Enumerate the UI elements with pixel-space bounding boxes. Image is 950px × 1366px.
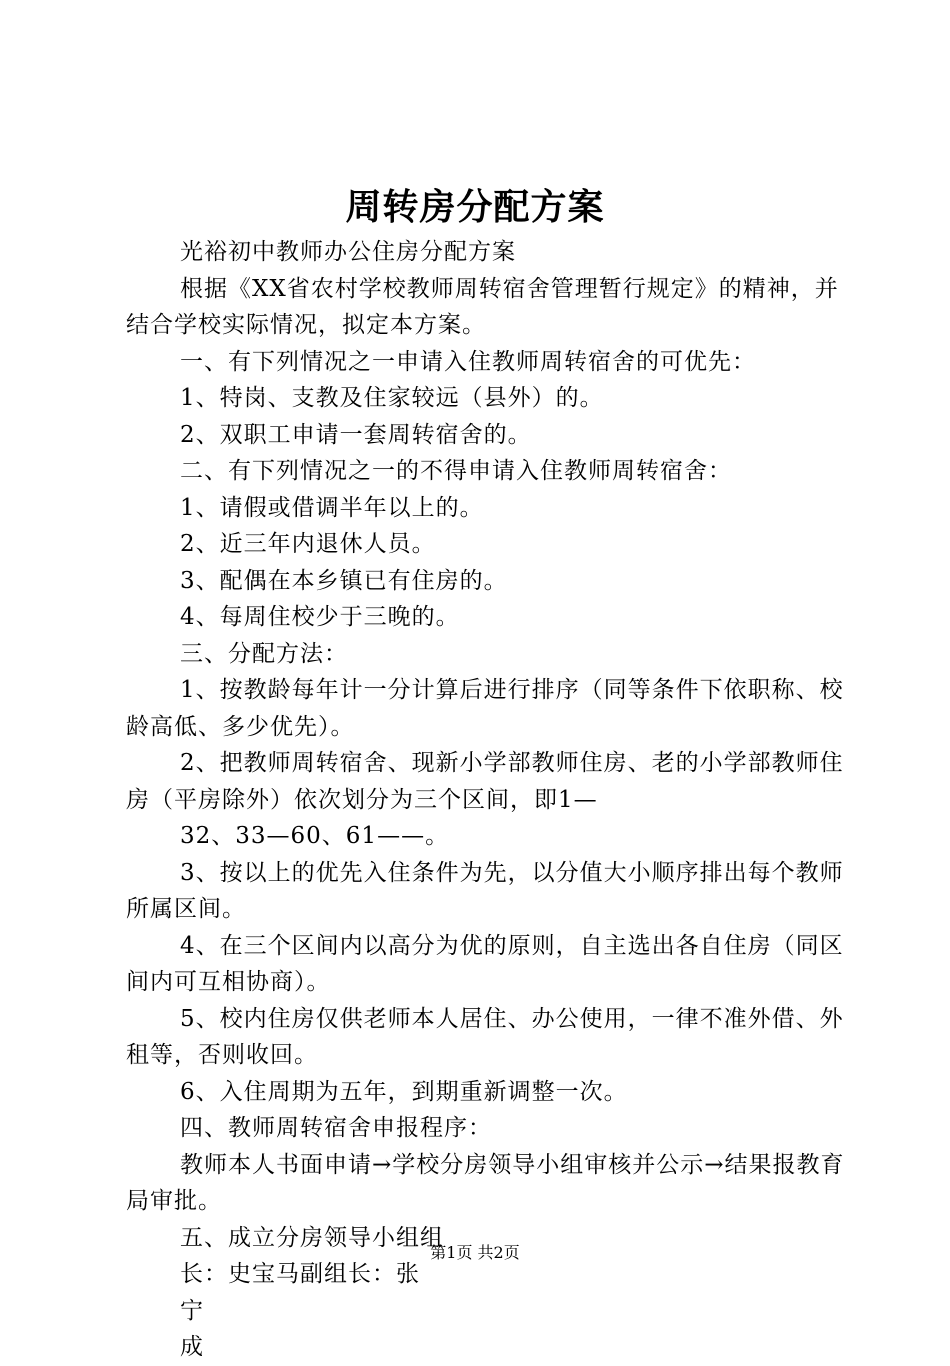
section-heading-4: 四、教师周转宿舍申报程序： — [180, 1115, 492, 1141]
list-item: 6、入住周期为五年，到期重新调整一次。 — [180, 1078, 628, 1105]
group-members-line: 成 — [180, 1334, 204, 1360]
paragraph-subtitle: 光裕初中教师办公住房分配方案 — [180, 239, 516, 265]
document-title: 周转房分配方案 — [345, 186, 605, 228]
list-item: 4、在三个区间内以高分为优的原则，自主选出各自住房（同区间内可互相协商）。 — [126, 932, 844, 995]
list-item: 2、双职工申请一套周转宿舍的。 — [180, 421, 532, 448]
group-members-line: 长：史宝马副组长：张 — [180, 1261, 420, 1287]
page-footer: 第1页 共2页 — [430, 1243, 520, 1262]
group-members-line: 宁 — [180, 1297, 204, 1324]
list-item: 2、把教师周转宿舍、现新小学部教师住房、老的小学部教师住房（平房除外）依次划分为三个区间，即1— — [126, 750, 844, 813]
list-item: 4、每周住校少于三晚的。 — [180, 604, 460, 630]
section-heading-5: 五、成立分房领导小组组 — [180, 1224, 444, 1251]
list-item: 2、近三年内退休人员。 — [180, 531, 436, 557]
section-heading-3: 三、分配方法： — [180, 640, 348, 667]
document-body — [126, 234, 858, 1366]
list-item: 1、特岗、支教及住家较远（县外）的。 — [180, 385, 604, 411]
list-item: 5、校内住房仅供老师本人居住、办公使用，一律不准外借、外租等，否则收回。 — [126, 1005, 844, 1068]
list-item: 3、按以上的优先入住条件为先，以分值大小顺序排出每个教师所属区间。 — [126, 859, 844, 922]
list-item-continuation: 32、33—60、61——。 — [180, 823, 450, 849]
section-heading-2: 二、有下列情况之一的不得申请入住教师周转宿舍： — [180, 458, 732, 484]
list-item: 3、配偶在本乡镇已有住房的。 — [180, 567, 508, 594]
list-item: 1、按教龄每年计一分计算后进行排序（同等条件下依职称、校龄高低、多少优先）。 — [126, 677, 844, 740]
procedure-text: 教师本人书面申请→学校分房领导小组审核并公示→结果报教育局审批。 — [126, 1151, 845, 1214]
list-item: 1、请假或借调半年以上的。 — [180, 494, 484, 521]
section-heading-1: 一、有下列情况之一申请入住教师周转宿舍的可优先： — [180, 348, 756, 375]
paragraph-intro: 根据《XX省农村学校教师周转宿舍管理暂行规定》的精神，并结合学校实际情况，拟定本方案。 — [126, 275, 839, 338]
